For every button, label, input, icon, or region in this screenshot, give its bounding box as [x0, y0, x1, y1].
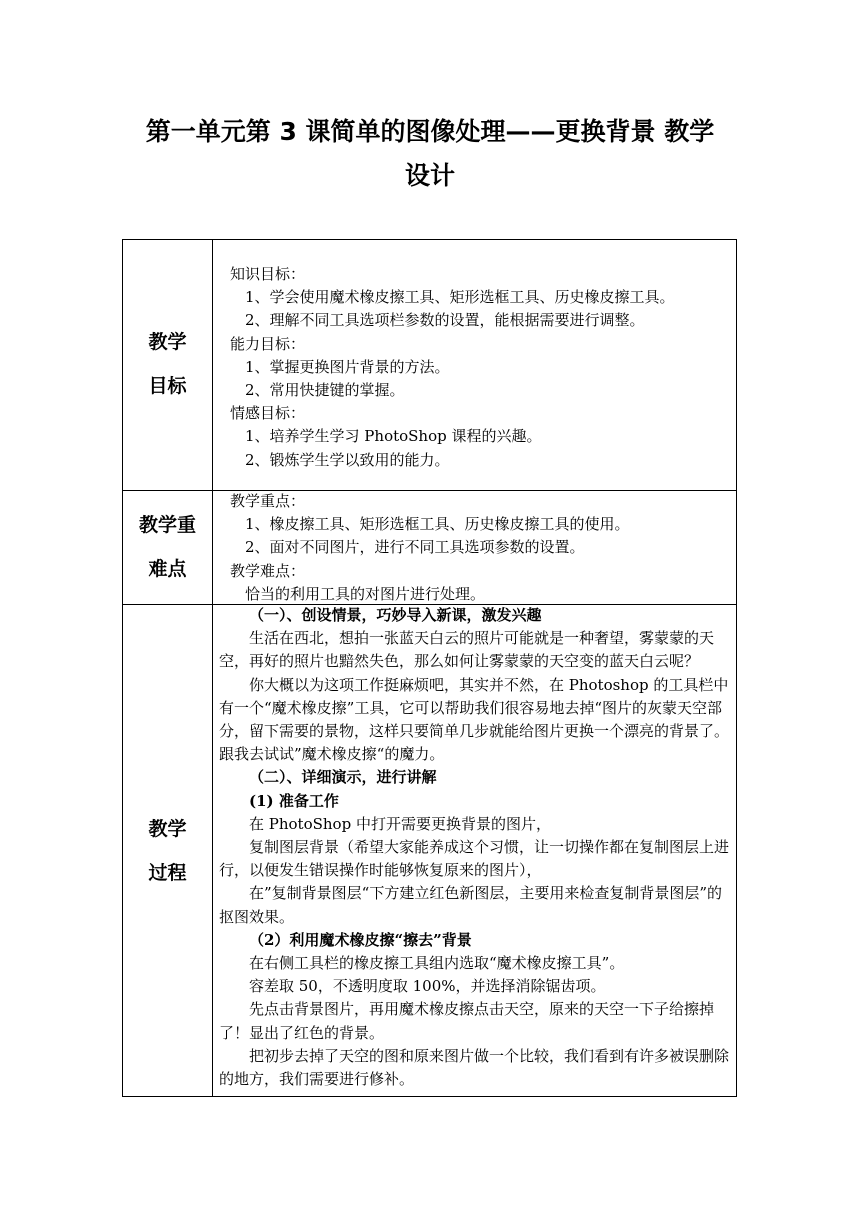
document-title-line2: 设计 [404, 161, 455, 190]
process-subheading: (1) 准备工作 [249, 791, 339, 810]
key-points-line: 教学重点： [230, 492, 306, 510]
label-objectives: 教学 目标 [148, 331, 187, 397]
process-paragraph: 复制图层背景（希望大家能养成这个习惯，让一切操作都在复制图层上进行，以便发生错误操作时能够恢复原来的图片）， [219, 838, 730, 880]
objectives-line: 2、常用快捷键的掌握。 [245, 381, 405, 400]
objectives-line: 1、学会使用魔术橡皮擦工具、矩形选框工具、历史橡皮擦工具。 [245, 288, 675, 307]
process-paragraph: 你大概以为这项工作挺麻烦吧，其实并不然，在 Photoshop 的工具栏中有一个“魔术橡皮擦”工具，它可以帮助我们很容易地去掉“图片的灰蒙天空部分，留下需要的景物，这样只要简单几步就能给图片更换一个漂亮的背景了。跟我去试试”魔术橡皮擦“的魔力。 [219, 675, 730, 764]
column-divider [212, 240, 213, 1096]
process-subheading: （2）利用魔术橡皮擦“擦去”背景 [249, 930, 472, 949]
objectives-line: 1、培养学生学习 PhotoShop 课程的兴趣。 [245, 427, 542, 446]
label-process: 教学 过程 [148, 818, 187, 884]
key-points-line: 2、面对不同图片，进行不同工具选项参数的设置。 [245, 538, 585, 557]
process-heading: （一）、创设情景，巧妙导入新课，激发兴趣 [249, 606, 542, 624]
key-points-line: 1、橡皮擦工具、矩形选框工具、历史橡皮擦工具的使用。 [245, 515, 630, 534]
process-paragraph: 在右侧工具栏的橡皮擦工具组内选取“魔术橡皮擦工具”。 [249, 954, 625, 973]
label-key-points: 教学重 难点 [138, 514, 196, 580]
process-paragraph: 在 PhotoShop 中打开需要更换背景的图片， [249, 814, 551, 833]
lesson-table [122, 239, 737, 1097]
key-points-line: 教学难点： [230, 561, 306, 580]
process-paragraph: 生活在西北，想拍一张蓝天白云的照片可能就是一种奢望，雾蒙蒙的天空，再好的照片也黯然失色，那么如何让雾蒙蒙的天空变的蓝天白云呢？ [219, 629, 715, 671]
objectives-content [222, 263, 730, 472]
process-paragraph: 容差取 50，不透明度取 100%，并选择消除锯齿项。 [249, 977, 606, 996]
objectives-line: 能力目标： [230, 334, 306, 353]
process-paragraph: 在”复制背景图层“下方建立红色新图层，主要用来检查复制背景图层”的抠图效果。 [219, 884, 723, 926]
process-paragraph: 把初步去掉了天空的图和原来图片做一个比较，我们看到有许多被误删除的地方，我们需要进行修补。 [219, 1046, 730, 1089]
process-heading: （二）、详细演示，进行讲解 [249, 768, 437, 787]
key-points-line: 恰当的利用工具的对图片进行处理。 [245, 584, 486, 603]
objectives-line: 知识目标： [230, 265, 306, 283]
objectives-line: 2、锻炼学生学以致用的能力。 [245, 450, 450, 469]
objectives-line: 情感目标： [230, 404, 306, 423]
process-content [219, 604, 730, 1091]
document-title-line1: 第一单元第 3 课简单的图像处理——更换背景 教学 [145, 117, 715, 146]
objectives-line: 2、理解不同工具选项栏参数的设置，能根据需要进行调整。 [245, 311, 645, 330]
objectives-line: 1、掌握更换图片背景的方法。 [245, 357, 450, 376]
process-paragraph: 先点击背景图片，再用魔术橡皮擦点击天空，原来的天空一下子给擦掉了！显出了红色的背景。 [219, 1000, 715, 1042]
key-points-content [222, 490, 730, 606]
